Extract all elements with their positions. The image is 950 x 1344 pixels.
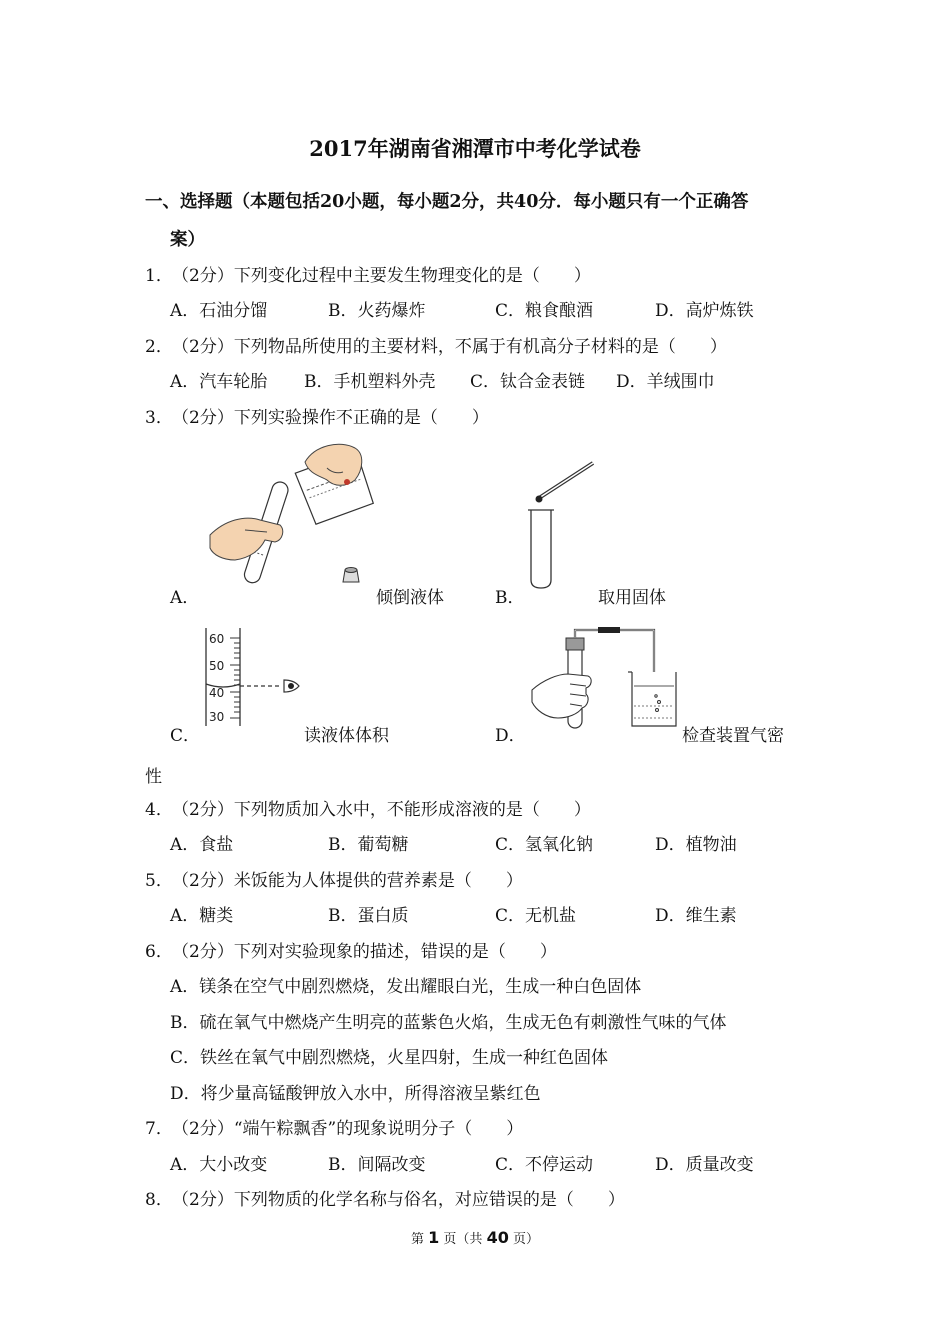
option-b: B． [495, 588, 525, 608]
section-heading-line1: 一、选择题（本题包括20小题，每小题2分，共40分．每小题只有一个正确答 [145, 192, 749, 212]
caption-a: 倾倒液体 [376, 588, 444, 608]
question-number: 3． [145, 408, 173, 428]
option-c: C．无机盐 [495, 906, 577, 926]
question-text: （2分）“端午粽飘香”的现象说明分子（ ） [172, 1119, 524, 1139]
tick-label-50: 50 [209, 659, 225, 673]
option-d: D．将少量高锰酸钾放入水中，所得溶液呈紫红色 [170, 1084, 541, 1104]
graduated-cylinder-figure [200, 626, 305, 730]
option-d: D．质量改变 [655, 1155, 754, 1175]
question-number: 6． [145, 942, 173, 962]
page-footer [0, 1228, 950, 1247]
tick-label-30: 30 [209, 710, 225, 724]
footer-page-number: 1 [428, 1228, 440, 1247]
question-text: （2分）下列物质的化学名称与俗名，对应错误的是（ ） [172, 1190, 625, 1210]
option-c: C． [170, 726, 201, 746]
option-b: B．手机塑料外壳 [304, 372, 436, 392]
footer-middle: 页（共 [439, 1232, 487, 1247]
caption-d: 检查装置气密 [682, 726, 784, 746]
option-a: A．大小改变 [170, 1155, 268, 1175]
option-b: B．硫在氧气中燃烧产生明亮的蓝紫色火焰，生成无色有刺激性气味的气体 [170, 1013, 727, 1033]
airtightness-check-figure [528, 622, 680, 732]
question-number: 5． [145, 871, 173, 891]
question-number: 4． [145, 800, 173, 820]
option-c: C．粮食酿酒 [495, 301, 594, 321]
question-text: （2分）米饭能为人体提供的营养素是（ ） [172, 871, 523, 891]
question-text: （2分）下列对实验现象的描述，错误的是（ ） [172, 942, 557, 962]
option-a: A．镁条在空气中剧烈燃烧，发出耀眼白光，生成一种白色固体 [170, 977, 642, 997]
option-b: B．蛋白质 [328, 906, 409, 926]
question-text: （2分）下列变化过程中主要发生物理变化的是（ ） [172, 266, 591, 286]
question-number: 8． [145, 1190, 173, 1210]
footer-suffix: 页） [508, 1232, 539, 1247]
caption-b: 取用固体 [598, 588, 666, 608]
option-d: D．维生素 [655, 906, 737, 926]
option-d: D． [495, 726, 526, 746]
option-a: A． [170, 588, 200, 608]
question-text: （2分）下列物质加入水中，不能形成溶液的是（ ） [172, 800, 591, 820]
question-text: （2分）下列实验操作不正确的是（ ） [172, 408, 489, 428]
pouring-liquid-figure [205, 440, 370, 590]
question-text: （2分）下列物品所使用的主要材料，不属于有机高分子材料的是（ ） [172, 337, 727, 357]
footer-total-pages: 40 [486, 1228, 509, 1247]
option-d: D．植物油 [655, 835, 737, 855]
option-a: A．糖类 [170, 906, 234, 926]
option-b: B．间隔改变 [328, 1155, 426, 1175]
option-b: B．火药爆炸 [328, 301, 426, 321]
option-a: A．石油分馏 [170, 301, 268, 321]
footer-prefix: 第 [411, 1232, 429, 1247]
caption-d-continuation: 性 [145, 767, 162, 787]
option-d: D．羊绒围巾 [616, 372, 715, 392]
option-c: C．不停运动 [495, 1155, 594, 1175]
option-a: A．汽车轮胎 [170, 372, 268, 392]
option-c: C．钛合金表链 [470, 372, 586, 392]
option-c: C．氢氧化钠 [495, 835, 594, 855]
question-number: 1． [145, 266, 173, 286]
page-title: 2017年湖南省湘潭市中考化学试卷 [309, 136, 641, 161]
option-a: A．食盐 [170, 835, 234, 855]
tick-label-40: 40 [209, 686, 225, 700]
caption-c: 读液体体积 [304, 726, 389, 746]
option-d: D．高炉炼铁 [655, 301, 754, 321]
question-number: 2． [145, 337, 173, 357]
tick-label-60: 60 [209, 632, 225, 646]
option-b: B．葡萄糖 [328, 835, 409, 855]
question-number: 7． [145, 1119, 173, 1139]
option-c: C．铁丝在氧气中剧烈燃烧，火星四射，生成一种红色固体 [170, 1048, 609, 1068]
taking-solid-figure [525, 458, 605, 590]
section-heading-line2: 案） [170, 230, 205, 250]
